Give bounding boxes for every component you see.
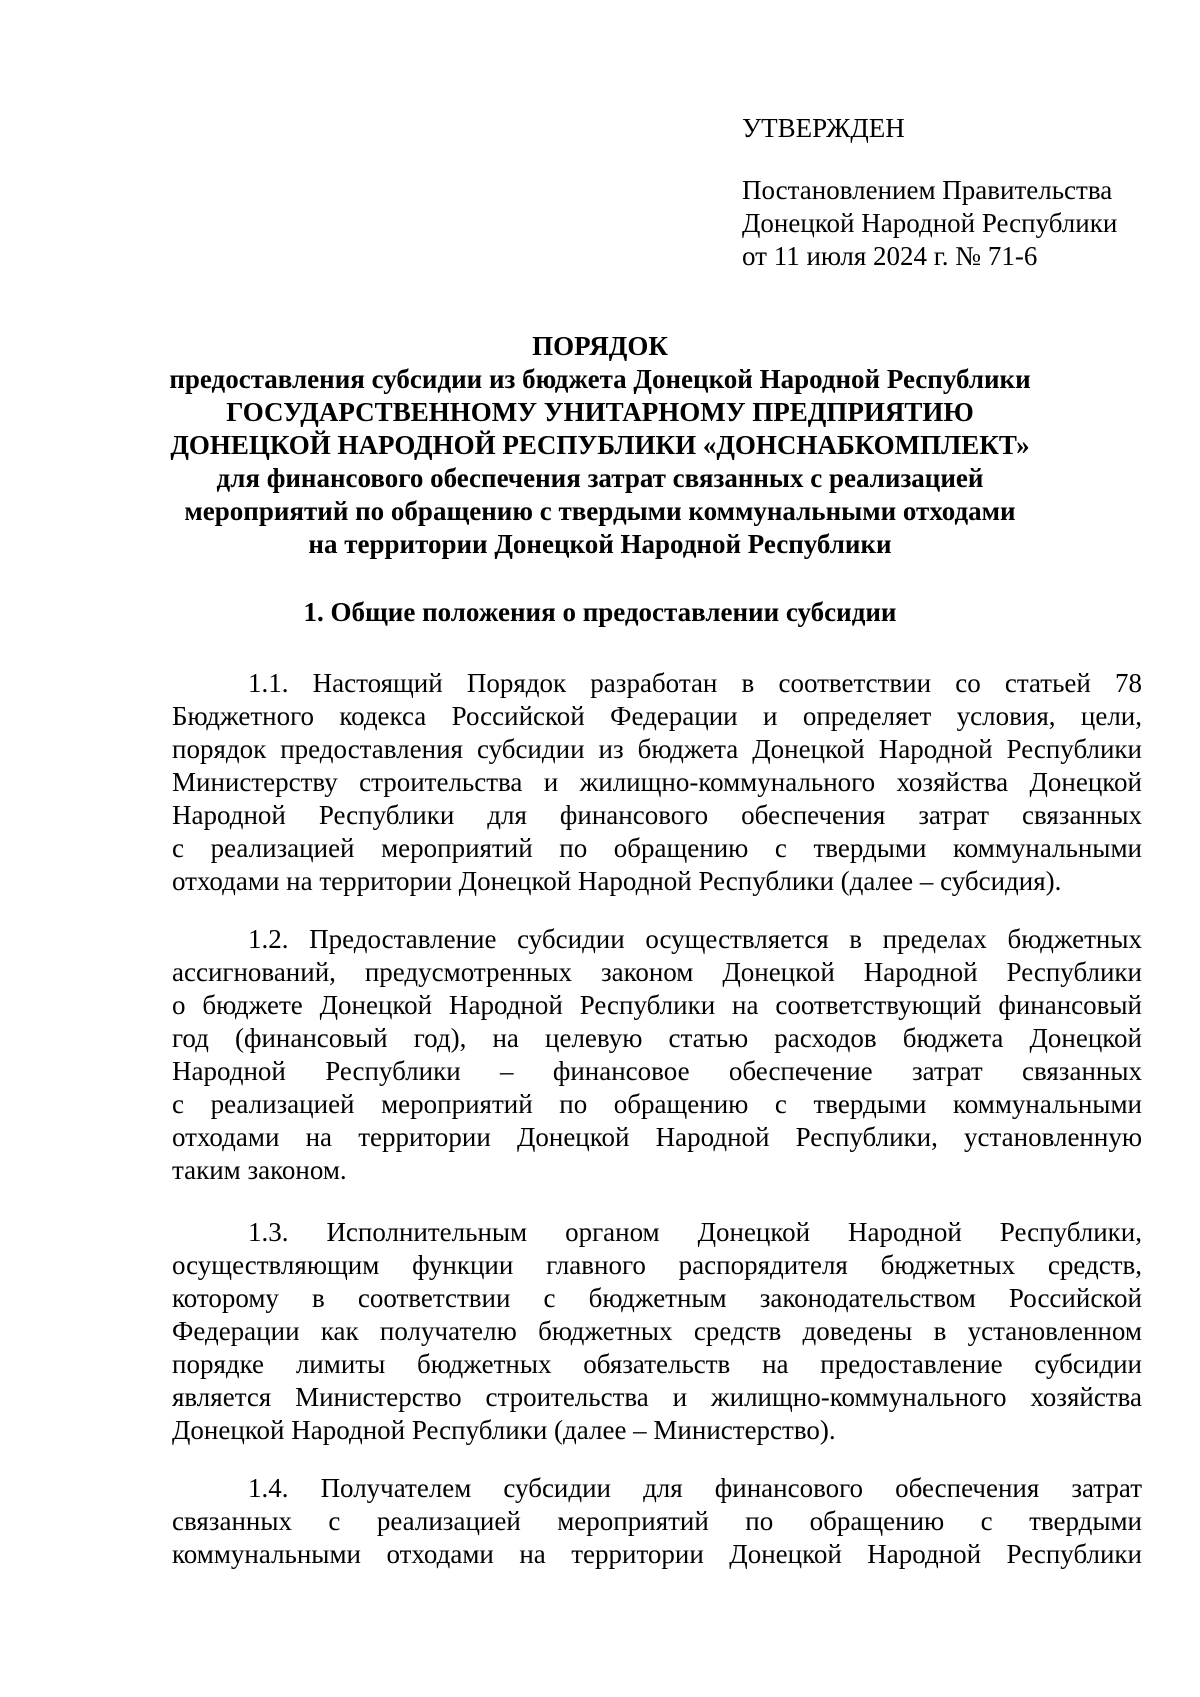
approval-date-line: от 11 июля 2024 г. № 71-6: [742, 241, 1038, 271]
paragraph-line: осуществляющим функции главного распорядителя бюджетных средств,: [172, 1250, 1142, 1280]
document-title-line: на территории Донецкой Народной Республики: [308, 529, 892, 559]
paragraph-1-2: [172, 923, 1142, 1187]
approval-title: УТВЕРЖДЕН: [742, 113, 905, 143]
paragraph-line: коммунальными отходами на территории Донецкой Народной Республики: [172, 1539, 1142, 1569]
paragraph-line: с реализацией мероприятий по обращению с твердыми коммунальными: [172, 833, 1142, 863]
paragraph-line: Народной Республики для финансового обеспечения затрат связанных: [172, 800, 1142, 830]
document-title-line: ДОНЕЦКОЙ НАРОДНОЙ РЕСПУБЛИКИ «ДОНСНАБКОМПЛЕКТ»: [170, 430, 1030, 460]
paragraph-line: является Министерство строительства и жилищно-коммунального хозяйства: [172, 1382, 1142, 1412]
section-heading: 1. Общие положения о предоставлении субсидии: [303, 597, 897, 627]
paragraph-line: Народной Республики – финансовое обеспечение затрат связанных: [172, 1056, 1142, 1086]
paragraph-1-4: [172, 1472, 1142, 1571]
paragraph-line: 1.1. Настоящий Порядок разработан в соответствии со статьей 78: [248, 668, 1142, 698]
paragraph-line: порядок предоставления субсидии из бюджета Донецкой Народной Республики: [172, 734, 1142, 764]
document-title-line: предоставления субсидии из бюджета Донецкой Народной Республики: [169, 364, 1031, 394]
paragraph-1-3: [172, 1216, 1142, 1447]
paragraph-line: которому в соответствии с бюджетным законодательством Российской: [172, 1283, 1142, 1313]
approval-line: Донецкой Народной Республики: [742, 208, 1118, 238]
document-title-heading: ПОРЯДОК: [532, 331, 668, 361]
paragraph-line: Донецкой Народной Республики (далее – Министерство).: [172, 1415, 836, 1445]
approval-stamp: [742, 112, 1162, 273]
paragraph-line: 1.2. Предоставление субсидии осуществляется в пределах бюджетных: [248, 924, 1142, 954]
paragraph-line: связанных с реализацией мероприятий по обращению с твердыми: [172, 1506, 1142, 1536]
approval-line: Постановлением Правительства: [742, 175, 1113, 205]
paragraph-line: год (финансовый год), на целевую статью расходов бюджета Донецкой: [172, 1023, 1142, 1053]
paragraph-line: 1.3. Исполнительным органом Донецкой Народной Республики,: [248, 1217, 1142, 1247]
paragraph-line: ассигнований, предусмотренных законом Донецкой Народной Республики: [172, 957, 1142, 987]
paragraph-line: порядке лимиты бюджетных обязательств на предоставление субсидии: [172, 1349, 1142, 1379]
paragraph-line: отходами на территории Донецкой Народной Республики (далее – субсидия).: [172, 866, 1062, 896]
paragraph-line: Министерству строительства и жилищно-коммунального хозяйства Донецкой: [172, 767, 1142, 797]
paragraph-line: 1.4. Получателем субсидии для финансового обеспечения затрат: [248, 1473, 1142, 1503]
paragraph-line: таким законом.: [172, 1155, 347, 1185]
document-title-line: ГОСУДАРСТВЕННОМУ УНИТАРНОМУ ПРЕДПРИЯТИЮ: [226, 397, 974, 427]
paragraph-line: Бюджетного кодекса Российской Федерации и определяет условия, цели,: [172, 701, 1142, 731]
document-title-line: для финансового обеспечения затрат связанных с реализацией: [216, 463, 984, 493]
paragraph-line: о бюджете Донецкой Народной Республики на соответствующий финансовый: [172, 990, 1142, 1020]
paragraph-line: с реализацией мероприятий по обращению с твердыми коммунальными: [172, 1089, 1142, 1119]
paragraph-line: отходами на территории Донецкой Народной Республики, установленную: [172, 1122, 1142, 1152]
document-title: [150, 330, 1050, 561]
paragraph-1-1: [172, 667, 1142, 898]
document-title-line: мероприятий по обращению с твердыми коммунальными отходами: [184, 496, 1016, 526]
paragraph-line: Федерации как получателю бюджетных средств доведены в установленном: [172, 1316, 1142, 1346]
